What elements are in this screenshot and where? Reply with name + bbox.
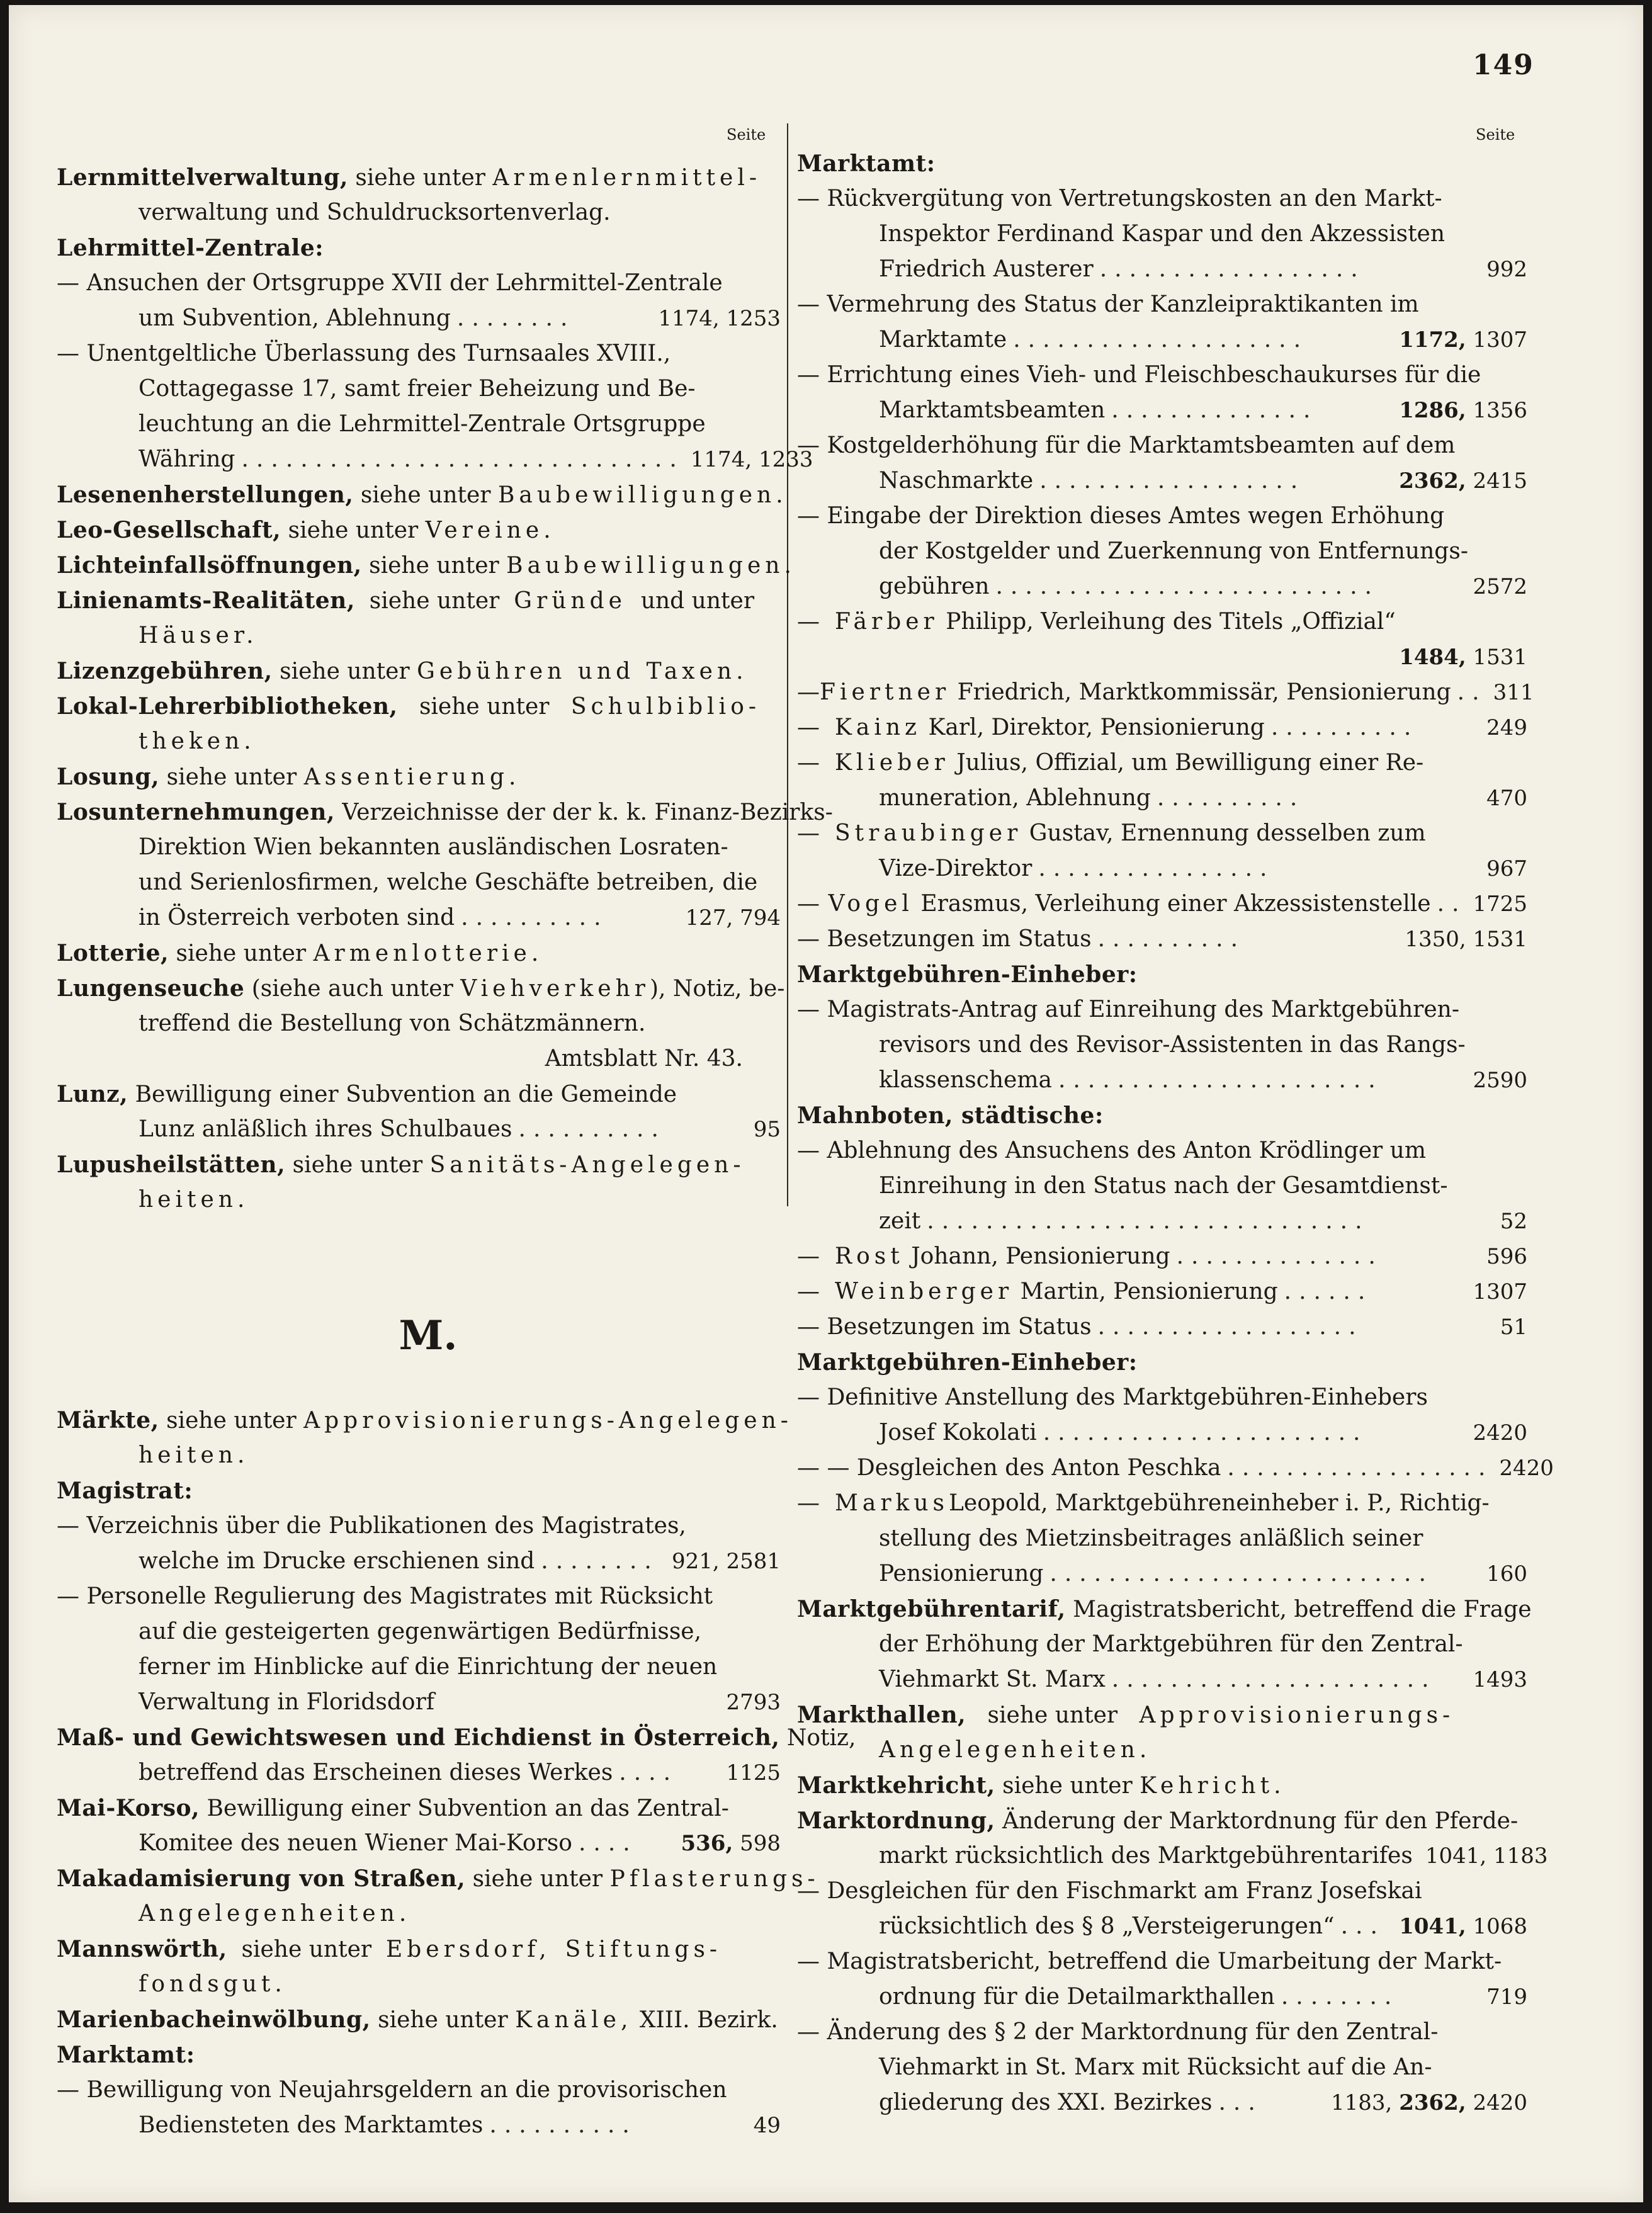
seite-label-left: Seite <box>727 126 766 144</box>
entry-marktgebuehrentarif: Marktgebührentarif, Magistratsbericht, betreffend die Frage der Erhöhung der Marktgebühren für den Zentral- Viehmarkt St. Marx ...................... 1493 <box>797 1592 1527 1697</box>
entry-mai-korso: Mai-Korso, Bewilligung einer Subvention an das Zentral- Komitee des neuen Wiener Mai-Korso .... 536, 598 <box>57 1791 781 1861</box>
page-reference: 719 <box>1486 1984 1527 2010</box>
page-reference: 249 <box>1486 715 1527 740</box>
page <box>9 5 1643 2202</box>
page-reference: 1484, 1531 <box>1399 645 1527 670</box>
page-reference: 1493 <box>1473 1667 1527 1692</box>
entry-mass-und-gewichtswesen: Maß- und Gewichtswesen und Eichdienst in Österreich, Notiz, betreffend das Erscheinen dieses Werkes .... 1125 <box>57 1720 781 1791</box>
page-reference: 536, 598 <box>681 1831 781 1856</box>
page-reference: 596 <box>1486 1244 1527 1269</box>
entry-lokal-lehrerbibliotheken: Lokal-Lehrerbibliotheken, siehe unter Schulbiblio- theken. <box>57 693 761 754</box>
page-reference: 1172, 1307 <box>1399 327 1527 353</box>
entry-lupusheilstaetten: Lupusheilstätten, siehe unter Sanitäts-Angelegen- heiten. <box>57 1152 745 1213</box>
entry-linienamts-realitaeten: Linienamts-Realitäten, siehe unter Gründe und unter Häuser. <box>57 587 755 648</box>
page-reference: 1174, 1253 <box>658 306 781 331</box>
page-reference: 1174, 1233 <box>690 447 813 472</box>
seite-label-right: Seite <box>1476 126 1515 144</box>
page-reference: 51 <box>1500 1315 1527 1340</box>
entry-marktgebuehren-einheber-1: Marktgebühren-Einheber: — Magistrats-Antrag auf Einreihung des Marktgebühren- revisors und des Revisor-Assistenten in das Rangs- klassenschema ...................... 2590 <box>797 957 1527 1098</box>
page-reference: 2793 <box>726 1690 781 1715</box>
page-reference: 2572 <box>1473 574 1527 599</box>
entry-lungenseuche: Lungenseuche (siehe auch unter Viehverkehr ), Notiz, be- treffend die Bestellung von Schätzmännern. Amtsblatt Nr. 43. <box>57 975 785 1072</box>
page-reference: 1041, 1183 <box>1425 1843 1548 1869</box>
entry-marienbacheinwoelbung: Marienbacheinwölbung, siehe unter Kanäle, XIII. Bezirk. <box>57 2006 778 2033</box>
page-reference: 1725 <box>1473 891 1527 917</box>
left-column <box>57 160 856 2143</box>
entry-marktkehricht: Marktkehricht, siehe unter Kehricht. <box>797 1772 1286 1799</box>
page-reference: 127, 794 <box>685 905 781 931</box>
entry-mahnboten: Mahnboten, städtische: — Ablehnung des Ansuchens des Anton Krödlinger um Einreihung in den Status nach der Gesamtdienst- zeit .............................. 52 — Rost Johann, Pensionierung .............. 596 — Weinberger Martin, Pensionierung ...... 1307 — Besetzungen im Status .................. 51 <box>797 1098 1527 1345</box>
entry-mannswoerth: Mannswörth, siehe unter Ebersdorf, Stiftungs- fondsgut. <box>57 1936 722 1997</box>
entry-lesenenherstellungen: Lesenenherstellungen, siehe unter Baubewilligungen. <box>57 482 788 508</box>
page-reference: 52 <box>1500 1209 1527 1234</box>
page-reference: 2362, 2415 <box>1399 468 1527 494</box>
page-reference: 49 <box>753 2113 781 2138</box>
entry-lizenzgebuehren: Lizenzgebühren, siehe unter Gebühren und Taxen. <box>57 658 748 684</box>
page-reference: 1183, 2362, 2420 <box>1331 2090 1527 2115</box>
entry-keyword: Lehrmittel-Zentrale: <box>57 235 324 261</box>
entry-makadamisierung: Makadamisierung von Straßen, siehe unter Pflasterungs- Angelegenheiten. <box>57 1865 820 1927</box>
page-reference: 992 <box>1486 257 1527 282</box>
entry-losunternehmungen: Losunternehmungen, Verzeichnisse der der k. k. Finanz-Bezirks- Direktion Wien bekannten ausländischen Losraten- und Serienlosfirmen, welche Geschäfte betreiben, die in Österreich verboten sind .......... 127, 794 <box>57 795 781 936</box>
page-reference: 2420 <box>1473 1420 1527 1446</box>
page-number: 149 <box>1473 49 1534 81</box>
page-reference: 470 <box>1486 786 1527 811</box>
entry-lehrmittel-zentrale: Lehrmittel-Zentrale: — Ansuchen der Ortsgruppe XVII der Lehrmittel-Zentrale um Subvention, Ablehnung ........ 1174, 1253 — Unentgeltliche Überlassung des Turnsaales XVIII., Cottagegasse 17, samt freier Beheizung und Be- leuchtung an die Lehrmittel-Zentrale Ortsgruppe Währing .............................. 1174, 1233 <box>57 230 781 477</box>
entry-lunz: Lunz, Bewilligung einer Subvention an die Gemeinde Lunz anläßlich ihres Schulbaues .......... 95 <box>57 1077 781 1147</box>
page-reference: 1041, 1068 <box>1399 1914 1527 1939</box>
entry-losung: Losung, siehe unter Assentierung. <box>57 764 521 790</box>
page-reference: 1307 <box>1473 1279 1527 1305</box>
page-reference: 2590 <box>1473 1068 1527 1093</box>
page-reference: 95 <box>753 1117 781 1142</box>
entry-lernmittelverwaltung: Lernmittelverwaltung, siehe unter Armenlernmittel- verwaltung und Schuldrucksortenverlag. <box>57 160 781 230</box>
entry-lichteinfallsoeffnungen: Lichteinfallsöffnungen, siehe unter Baubewilligungen. <box>57 552 796 579</box>
section-letter: M. <box>399 1312 458 1359</box>
entry-maerkte: Märkte, siehe unter Approvisionierungs-Angelegen- heiten. <box>57 1407 793 1468</box>
page-reference: 1125 <box>726 1760 781 1786</box>
page-reference: 1350, 1531 <box>1405 927 1527 952</box>
entry-keyword: Lernmittelverwaltung, <box>57 164 348 191</box>
page-reference: 967 <box>1486 856 1527 881</box>
page-reference: 160 <box>1486 1561 1527 1587</box>
entry-marktamt-left: Marktamt: — Bewilligung von Neujahrsgeldern an die provisorischen Bediensteten des Marktamtes .......... 49 <box>57 2037 781 2143</box>
entry-magistrat: Magistrat: — Verzeichnis über die Publikationen des Magistrates, welche im Drucke erschienen sind ........ 921, 2581 — Personelle Regulierung des Magistrates mit Rücksicht auf die gesteigerten gegenwärtigen Bedürfnisse, ferner im Hinblicke auf die Einrichtung der neuen Verwaltung in Floridsdorf 2793 <box>57 1473 781 1720</box>
right-column <box>797 146 1554 2120</box>
entry-marktamt-right: Marktamt: — Rückvergütung von Vertretungskosten an den Markt- Inspektor Ferdinand Kaspar und den Akzessisten Friedrich Austerer .................. 992 — Vermehrung des Status der Kanzleipraktikanten im Marktamte .................... 1172, 1307 — Errichtung eines Vieh- und Fleischbeschaukurses für die Marktamtsbeamten .............. 1286, 1356 — Kostgelderhöhung für die Marktamtsbeamten auf dem Naschmarkte .................. 2362, 2415 — Eingabe der Direktion dieses Amtes wegen Erhöhung der Kostgelder und Zuerkennung von Entfernungs- gebühren .......................... 2572 — Färber Philipp, Verleihung des Titels „Offizial“ 1484, 1531 — Fiertner Friedrich, Marktkommissär, Pensionierung .. 311 — Kainz Karl, Direktor, Pensionierung .......... 249 — Klieber Julius, Offizial, um Bewilligung einer Re- muneration, Ablehnung .......... 470 — Straubinger Gustav, Ernennung desselben zum Vize-Direktor ................ 967 — Vogel Erasmus, Verleihung einer Akzessistenstelle .. 1725 — Besetzungen im Status .......... 1350, 1531 <box>797 146 1527 957</box>
entry-leo-gesellschaft: Leo-Gesellschaft, siehe unter Vereine. <box>57 517 555 543</box>
page-reference: 921, 2581 <box>671 1549 781 1574</box>
entry-markthallen: Markthallen, siehe unter Approvisionierungs- Angelegenheiten. <box>797 1702 1455 1763</box>
entry-marktordnung: Marktordnung, Änderung der Marktordnung für den Pferde- markt rücksichtlich des Marktgebührentarifes 1041, 1183 — Desgleichen für den Fischmarkt am Franz Josefskai rücksichtlich des § 8 „Versteigerungen“ ... 1041, 1068 — Magistratsbericht, betreffend die Umarbeitung der Markt- ordnung für die Detailmarkthallen ........ 719 — Änderung des § 2 der Marktordnung für den Zentral- Viehmarkt in St. Marx mit Rücksicht auf die An- gliederung des XXI. Bezirkes ... 1183, 2362, 2420 <box>797 1803 1527 2120</box>
page-reference: 311 <box>1493 680 1534 705</box>
column-divider <box>787 123 788 1206</box>
entry-lotterie: Lotterie, siehe unter Armenlotterie. <box>57 940 543 966</box>
page-reference: 1286, 1356 <box>1399 398 1527 423</box>
entry-marktgebuehren-einheber-2: Marktgebühren-Einheber: — Definitive Anstellung des Marktgebühren-Einhebers Josef Kokolati ...................... 2420 — — Desgleichen des Anton Peschka .................. 2420 — Markus Leopold, Marktgebühreneinheber i. P., Richtig- stellung des Mietzinsbeitrages anläßlich seiner Pensionierung .......................... 160 <box>797 1345 1527 1592</box>
page-reference: 2420 <box>1499 1456 1554 1481</box>
